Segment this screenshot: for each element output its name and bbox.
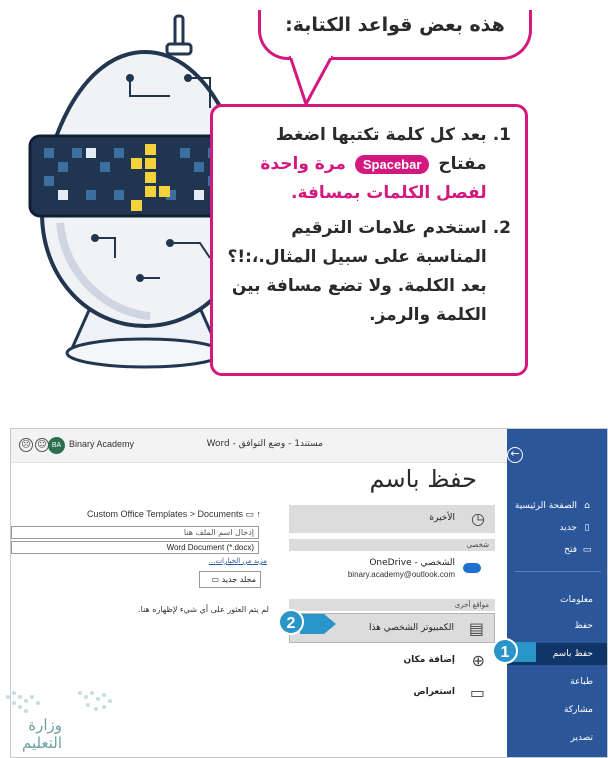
rule-text: استخدم علامات الترقيم المناسبة على سبيل المثال.،:!؟ [227,218,487,267]
step-callout-2: 2 [278,609,304,635]
sidebar-item-share[interactable]: مشاركة [563,705,593,715]
sidebar-item-new[interactable]: ▯جديد [507,517,608,539]
empty-folder-message: لم يتم العثور على أي شيء لإظهاره هنا. [138,605,269,614]
sidebar-item-save[interactable]: حفظ [574,621,593,631]
location-this-pc[interactable]: ▤ الكمبيوتر الشخصي هذا [289,613,495,643]
file-name-input[interactable]: إدخال اسم الملف هنا [11,526,259,539]
computer-icon: ▤ [468,619,484,638]
file-type-select[interactable]: Word Document (*.docx) [11,541,259,554]
location-add-place[interactable]: ⊕ إضافة مكان [289,647,495,675]
folder-open-icon: ▭ [582,545,592,555]
sidebar-item-save-as[interactable]: حفظ باسم [507,643,608,665]
rule-number: 2. [492,218,511,238]
home-icon: ⌂ [584,501,590,511]
rule-item [223,214,511,330]
clock-icon: ◷ [471,509,485,528]
rule-text: بعد كل كلمة تكتبها اضغط مفتاح [275,125,487,174]
location-browse[interactable]: ▭ استعراض [289,679,495,707]
more-options-link[interactable]: مزيد من الخيارات... [208,557,267,565]
section-other-places: مواقع أخرى [289,599,495,611]
watermark-text: وزارة التعليم [22,716,62,752]
title-bar [11,429,507,463]
location-onedrive[interactable]: OneDrive - الشخصي binary.academy@outlook.com [289,553,495,593]
sidebar-item-info[interactable]: معلومات [560,595,593,605]
breadcrumb[interactable]: Custom Office Templates > Documents ▭ ↑ [86,509,261,519]
new-folder-button[interactable]: مجلد جديد ▭ [199,571,261,588]
spacebar-key-badge: Spacebar [355,155,430,174]
user-name: Binary Academy [69,439,135,449]
globe-icon: ⊕ [471,651,485,670]
folder-icon: ▭ [245,509,257,519]
new-folder-icon: ▭ [211,575,220,584]
writing-rules-box [210,104,528,376]
step-callout-1: 1 [492,638,518,664]
page-title: حفظ باسم [369,465,477,493]
smile-feedback-icon[interactable]: ☺ [35,438,49,452]
frown-feedback-icon[interactable]: ☹ [19,438,33,452]
sidebar-item-print[interactable]: طباعة [570,677,593,687]
rule-text: مرة واحدة لفصل الكلمات بمسافة. [260,154,487,203]
section-personal: شخصي [289,539,495,551]
new-document-icon: ▯ [584,523,590,533]
back-arrow-icon[interactable]: ← [507,447,523,463]
speech-bubble-tail [280,52,340,112]
document-title: مستند1 - وضع التوافق - Word [206,439,323,449]
cloud-icon [463,563,481,573]
up-arrow-icon[interactable]: ↑ [256,509,261,519]
callout-2-arrow [300,612,340,636]
avatar[interactable]: BA [48,437,65,454]
backstage-sidebar [507,429,608,758]
sidebar-item-export[interactable]: تصدير [570,733,593,743]
rule-number: 1. [492,125,511,145]
sidebar-item-home[interactable]: ⌂الصفحة الرئيسية [507,495,608,517]
location-recent[interactable]: ◷ الأخيرة [289,505,495,533]
rule-text: بعد الكلمة. ولا تضع مسافة بين الكلمة والرمز. [231,276,487,325]
rule-item [223,121,511,208]
folder-icon: ▭ [469,683,485,702]
speech-text: هذه بعض قواعد الكتابة: [285,14,505,36]
sidebar-item-open[interactable]: ▭فتح [507,539,608,561]
sidebar-divider [515,571,601,572]
